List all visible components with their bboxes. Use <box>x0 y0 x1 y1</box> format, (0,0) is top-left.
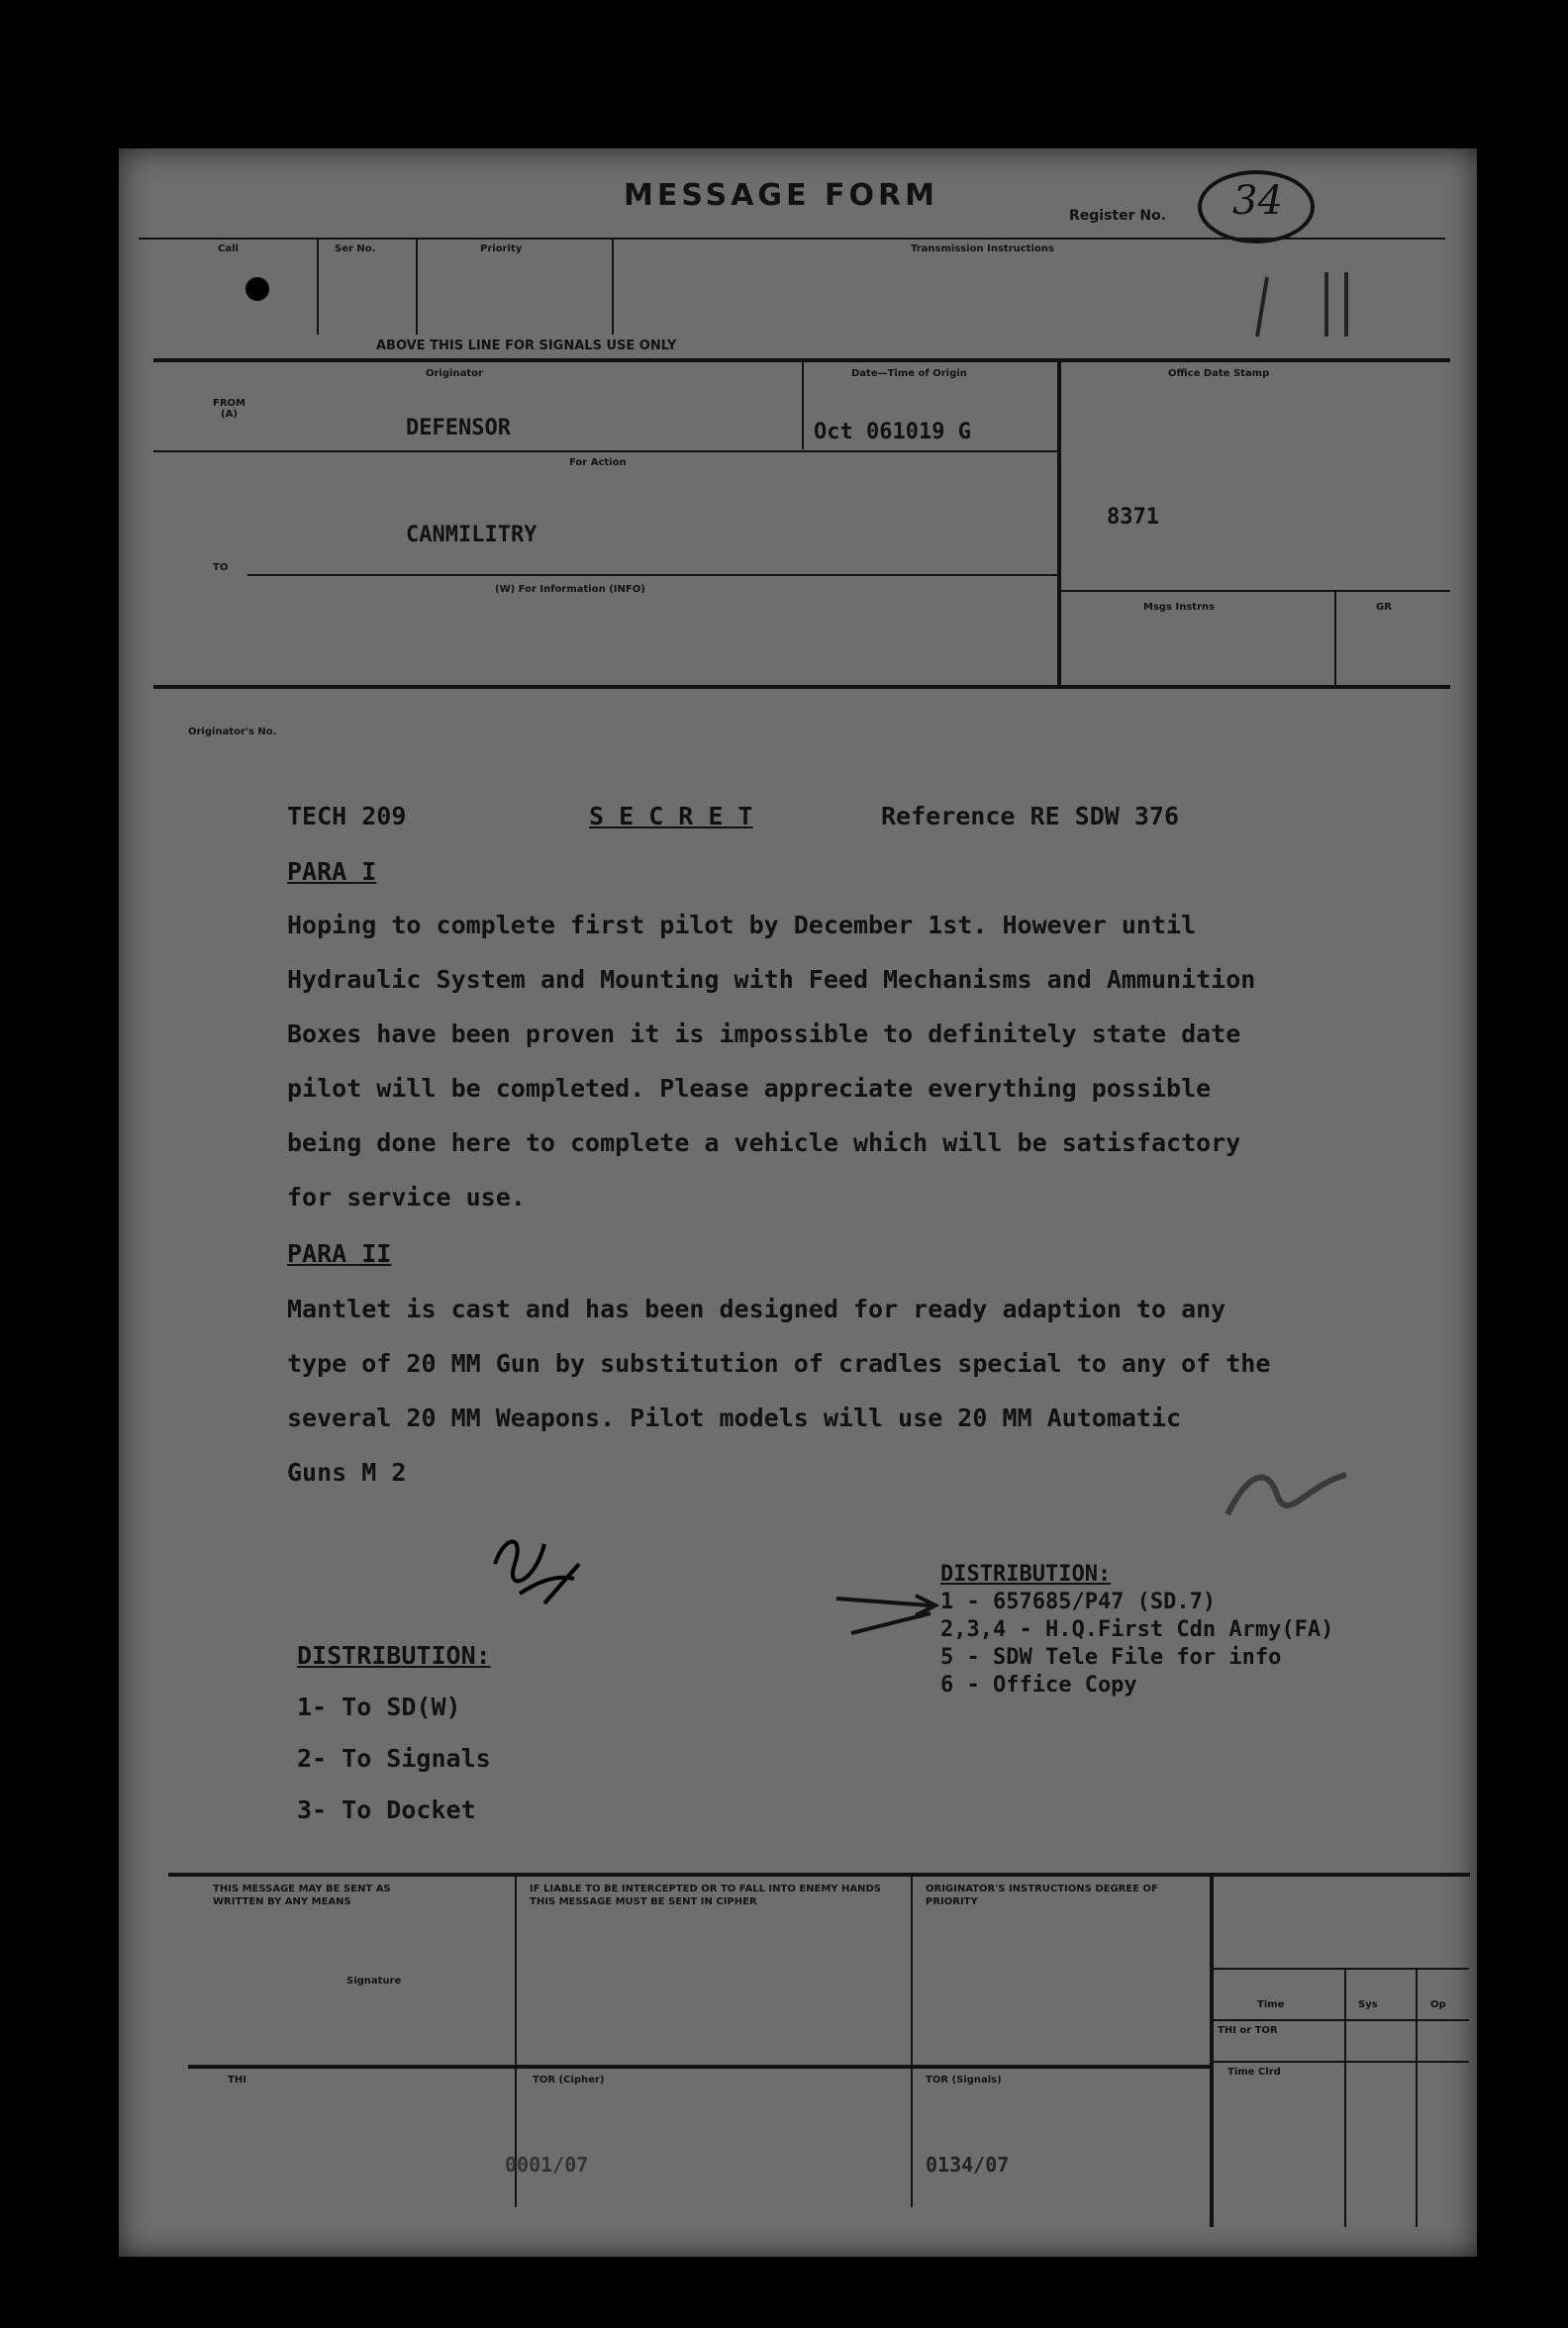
footer-div-3 <box>1210 1877 1214 2227</box>
dist-right-item: 1 - 657685/P47 (SD.7) <box>940 1590 1217 1614</box>
call-label: Call <box>218 243 239 254</box>
office-stamp-value: 8371 <box>1107 505 1159 530</box>
msgs-instrns-label: Msgs Instrns <box>1143 602 1216 613</box>
priority-label: Priority <box>480 243 523 254</box>
op-label: Op <box>1430 1999 1446 2010</box>
tor-signals-label: TOR (Signals) <box>926 2075 1002 2086</box>
thi-tor-label: THI or TOR <box>1218 2025 1278 2036</box>
gr-divider <box>1334 592 1336 686</box>
time-grid-low <box>1212 2061 1469 2063</box>
dist-right-item: 6 - Office Copy <box>940 1673 1137 1698</box>
call-dot <box>245 277 269 301</box>
dist-left-heading: DISTRIBUTION: <box>297 1641 491 1670</box>
para1-body <box>287 911 1255 1237</box>
tor-cipher-value: 0001/07 <box>505 2153 589 2177</box>
para2-line: type of 20 MM Gun by substitution of cradles special to any of the <box>287 1349 1271 1378</box>
tor-cipher-label: TOR (Cipher) <box>533 2075 605 2086</box>
footer-box2: IF LIABLE TO BE INTERCEPTED OR TO FALL INTO ENEMY HANDS THIS MESSAGE MUST BE SENT IN CIPHER <box>530 1884 881 1907</box>
dto-divider <box>802 360 804 449</box>
time-grid-v2 <box>1416 1970 1418 2227</box>
time-grid-top <box>1212 1968 1469 1970</box>
dto-value: Oct 061019 G <box>814 420 971 444</box>
hdr-div-2 <box>416 240 418 335</box>
dist-right-item: 2,3,4 - H.Q.First Cdn Army(FA) <box>940 1617 1334 1642</box>
dist-left-item: 3- To Docket <box>297 1795 476 1824</box>
para2-body <box>287 1295 1270 1512</box>
from-bottom-line <box>153 450 1059 452</box>
office-stamp-label: Office Date Stamp <box>1168 368 1270 379</box>
para2-line: Guns M 2 <box>287 1458 407 1487</box>
dist-left-list <box>297 1693 491 1847</box>
gr-label: GR <box>1376 602 1392 613</box>
register-label: Register No. <box>1069 208 1167 224</box>
dist-left-item: 1- To SD(W) <box>297 1693 461 1721</box>
dist-left-item: 2- To Signals <box>297 1744 491 1773</box>
tor-signals-value: 0134/07 <box>926 2153 1010 2177</box>
msgs-top-line <box>1059 590 1450 592</box>
footer-box3: ORIGINATOR'S INSTRUCTIONS DEGREE OF PRIORITY <box>926 1884 1158 1907</box>
footer-top-line <box>168 1873 1470 1877</box>
transmission-label: Transmission Instructions <box>911 243 1054 254</box>
footer-box1-signature: Signature <box>346 1976 402 1987</box>
time-label: Time <box>1257 1999 1285 2010</box>
to-underline <box>247 574 1057 576</box>
para1-line: Hoping to complete first pilot by December 1st. However until <box>287 911 1197 939</box>
time-grid-v1 <box>1344 1970 1346 2227</box>
handwritten-mark <box>1218 1445 1356 1534</box>
info-label: (W) For Information (INFO) <box>495 584 645 595</box>
ser-no-label: Ser No. <box>335 243 376 254</box>
from-label: FROM (A) <box>213 398 245 420</box>
para1-line: Boxes have been proven it is impossible to definitely state date <box>287 1019 1241 1048</box>
to-value: CANMILITRY <box>406 523 538 547</box>
form-title: MESSAGE FORM <box>624 178 938 213</box>
thi-label: THI <box>228 2075 246 2086</box>
para1-heading: PARA I <box>287 857 377 886</box>
para2-line: several 20 MM Weapons. Pilot models will use 20 MM Automatic <box>287 1404 1182 1432</box>
time-grid-mid <box>1212 2019 1469 2021</box>
for-action-label: For Action <box>569 457 627 468</box>
dist-right-list <box>940 1590 1333 1700</box>
sys-label: Sys <box>1358 1999 1378 2010</box>
footer-div-2 <box>911 1877 913 2207</box>
hdr-div-3 <box>612 240 614 335</box>
originator-value: DEFENSOR <box>406 416 511 440</box>
dist-right-item: 5 - SDW Tele File for info <box>940 1645 1282 1670</box>
footer-box1: THIS MESSAGE MAY BE SENT AS WRITTEN BY ANY MEANS <box>213 1884 391 1907</box>
originator-label: Originator <box>426 368 483 379</box>
arrow-icon <box>832 1584 950 1643</box>
para1-line: for service use. <box>287 1183 526 1212</box>
main-bottom-line <box>153 685 1450 689</box>
time-clrd-label: Time Clrd <box>1227 2067 1281 2078</box>
para1-line: Hydraulic System and Mounting with Feed Mechanisms and Ammunition <box>287 965 1256 994</box>
to-label: TO <box>213 562 229 573</box>
handwritten-tick <box>1247 267 1366 346</box>
dist-right-heading: DISTRIBUTION: <box>940 1562 1112 1587</box>
originators-no-label: Originator's No. <box>188 727 277 737</box>
message-form-sheet <box>119 148 1477 2257</box>
stamp-divider <box>1057 360 1061 687</box>
footer-mid-line <box>188 2065 1212 2069</box>
register-number: 34 <box>1232 178 1283 224</box>
above-line-text: ABOVE THIS LINE FOR SIGNALS USE ONLY <box>376 339 677 353</box>
header-line-top <box>139 238 1445 240</box>
para1-line: pilot will be completed. Please appreciate everything possible <box>287 1074 1212 1103</box>
handwritten-initials <box>485 1524 594 1613</box>
ref-right: Reference RE SDW 376 <box>881 802 1180 830</box>
para1-line: being done here to complete a vehicle which will be satisfactory <box>287 1128 1241 1157</box>
para2-line: Mantlet is cast and has been designed for ready adaption to any <box>287 1295 1226 1323</box>
ref-left: TECH 209 <box>287 802 407 830</box>
secret-label: S E C R E T <box>589 802 753 830</box>
para2-heading: PARA II <box>287 1239 392 1268</box>
dto-label: Date—Time of Origin <box>851 368 967 379</box>
hdr-div-1 <box>317 240 319 335</box>
